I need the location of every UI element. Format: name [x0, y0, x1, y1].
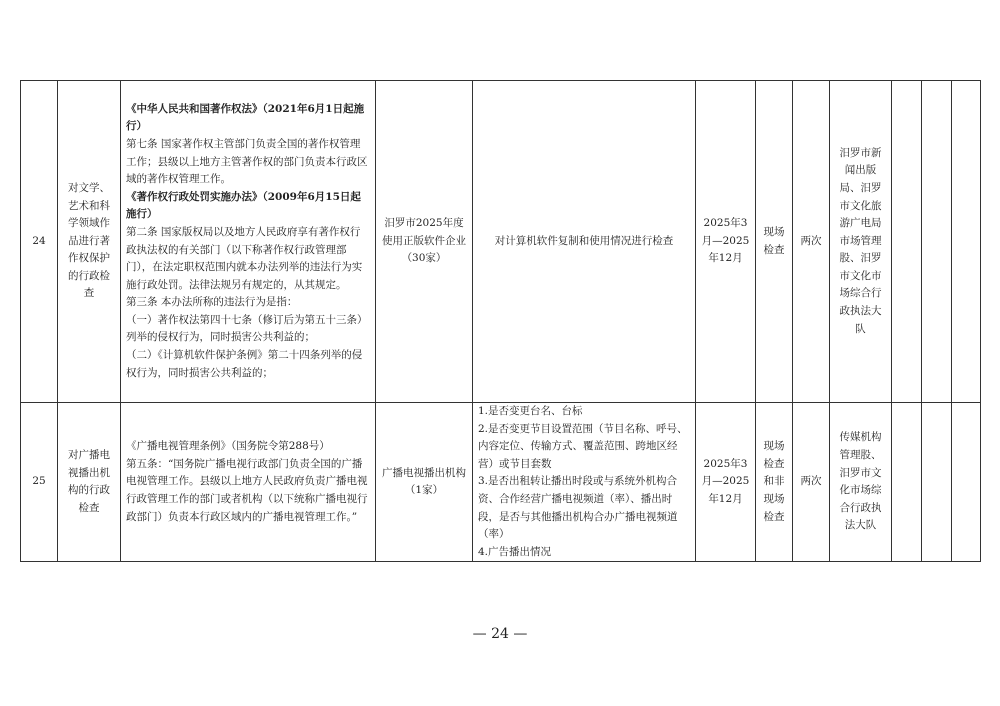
table-row — [21, 81, 981, 403]
legal-basis — [121, 403, 376, 562]
inspection-table — [20, 80, 981, 562]
blank-cell — [892, 403, 922, 562]
blank-cell — [922, 403, 952, 562]
basis-line: （一）著作权法第四十七条（修订后为第五十三条）列举的侵权行为，同时损害公共利益的； — [126, 313, 368, 344]
content-line: 对计算机软件复制和使用情况进行检查 — [494, 234, 674, 247]
legal-basis — [121, 81, 376, 403]
inspection-time: 2025年3月—2025年12月 — [696, 81, 756, 403]
row-number: 24 — [21, 81, 58, 403]
content-line: 4.广告播出情况 — [478, 545, 552, 558]
basis-line: 第五条：“国务院广播电视行政部门负责全国的广播电视管理工作。县级以上地方人民政府负责广播电视行政管理工作的部门或者机构（以下统称广播电视行政部门）负责本行政区域内的广播电视管理工作。” — [126, 457, 368, 523]
basis-line: 《中华人民共和国著作权法》（2021年6月1日起施行） — [126, 102, 365, 133]
basis-line: 第三条 本办法所称的违法行为是指： — [126, 296, 298, 309]
responsible-department: 汨罗市新闻出版局、汨罗市文化旅游广电局市场管理股、汨罗市文化市场综合行政执法大队 — [830, 81, 892, 403]
basis-line: 《著作权行政处罚实施办法》（2009年6月15日起施行） — [126, 190, 361, 221]
basis-line: 第二条 国家版权局以及地方人民政府享有著作权行政执法权的有关部门（以下称著作权行政管理部门），在法定职权范围内就本办法列举的违法行为实施行政处罚。法律法规另有规定的，从其规定。 — [126, 225, 363, 291]
table-row — [21, 403, 981, 562]
inspection-content — [473, 81, 696, 403]
responsible-department: 传媒机构管理股、汨罗市文化市场综合行政执法大队 — [830, 403, 892, 562]
inspection-frequency: 两次 — [793, 81, 830, 403]
blank-cell — [892, 81, 922, 403]
inspection-content — [473, 403, 696, 562]
inspection-target: 汨罗市2025年度使用正版软件企业（30家） — [376, 81, 473, 403]
inspection-target: 广播电视播出机构（1家） — [376, 403, 473, 562]
inspection-method: 现场检查和非现场检查 — [756, 403, 793, 562]
content-line: 2.是否变更节目设置范围（节目名称、呼号、内容定位、传输方式、覆盖范围、跨地区经营）或节目套数 — [478, 422, 688, 470]
page-number: — 24 — — [472, 626, 528, 642]
basis-line: 《广播电视管理条例》（国务院令第288号） — [126, 440, 330, 453]
inspection-frequency: 两次 — [793, 403, 830, 562]
basis-line: 第七条 国家著作权主管部门负责全国的著作权管理工作；县级以上地方主管著作权的部门负责本行政区域的著作权管理工作。 — [126, 137, 368, 186]
blank-cell — [952, 81, 981, 403]
content-line: 3.是否出租转让播出时段或与系统外机构合资、合作经营广播电视频道（率）、播出时段，是否与其他播出机构合办广播电视频道（率） — [478, 475, 678, 541]
blank-cell — [922, 81, 952, 403]
inspection-method: 现场检查 — [756, 81, 793, 403]
inspection-time: 2025年3月—2025年12月 — [696, 403, 756, 562]
row-number: 25 — [21, 403, 58, 562]
blank-cell — [952, 403, 981, 562]
content-line: 1.是否变更台名、台标 — [478, 405, 583, 417]
inspection-item: 对广播电视播出机构的行政检查 — [58, 403, 121, 562]
basis-line: （二）《计算机软件保护条例》第二十四条列举的侵权行为，同时损害公共利益的； — [126, 349, 363, 379]
inspection-item: 对文学、艺术和科学领域作品进行著作权保护的行政检查 — [58, 81, 121, 403]
